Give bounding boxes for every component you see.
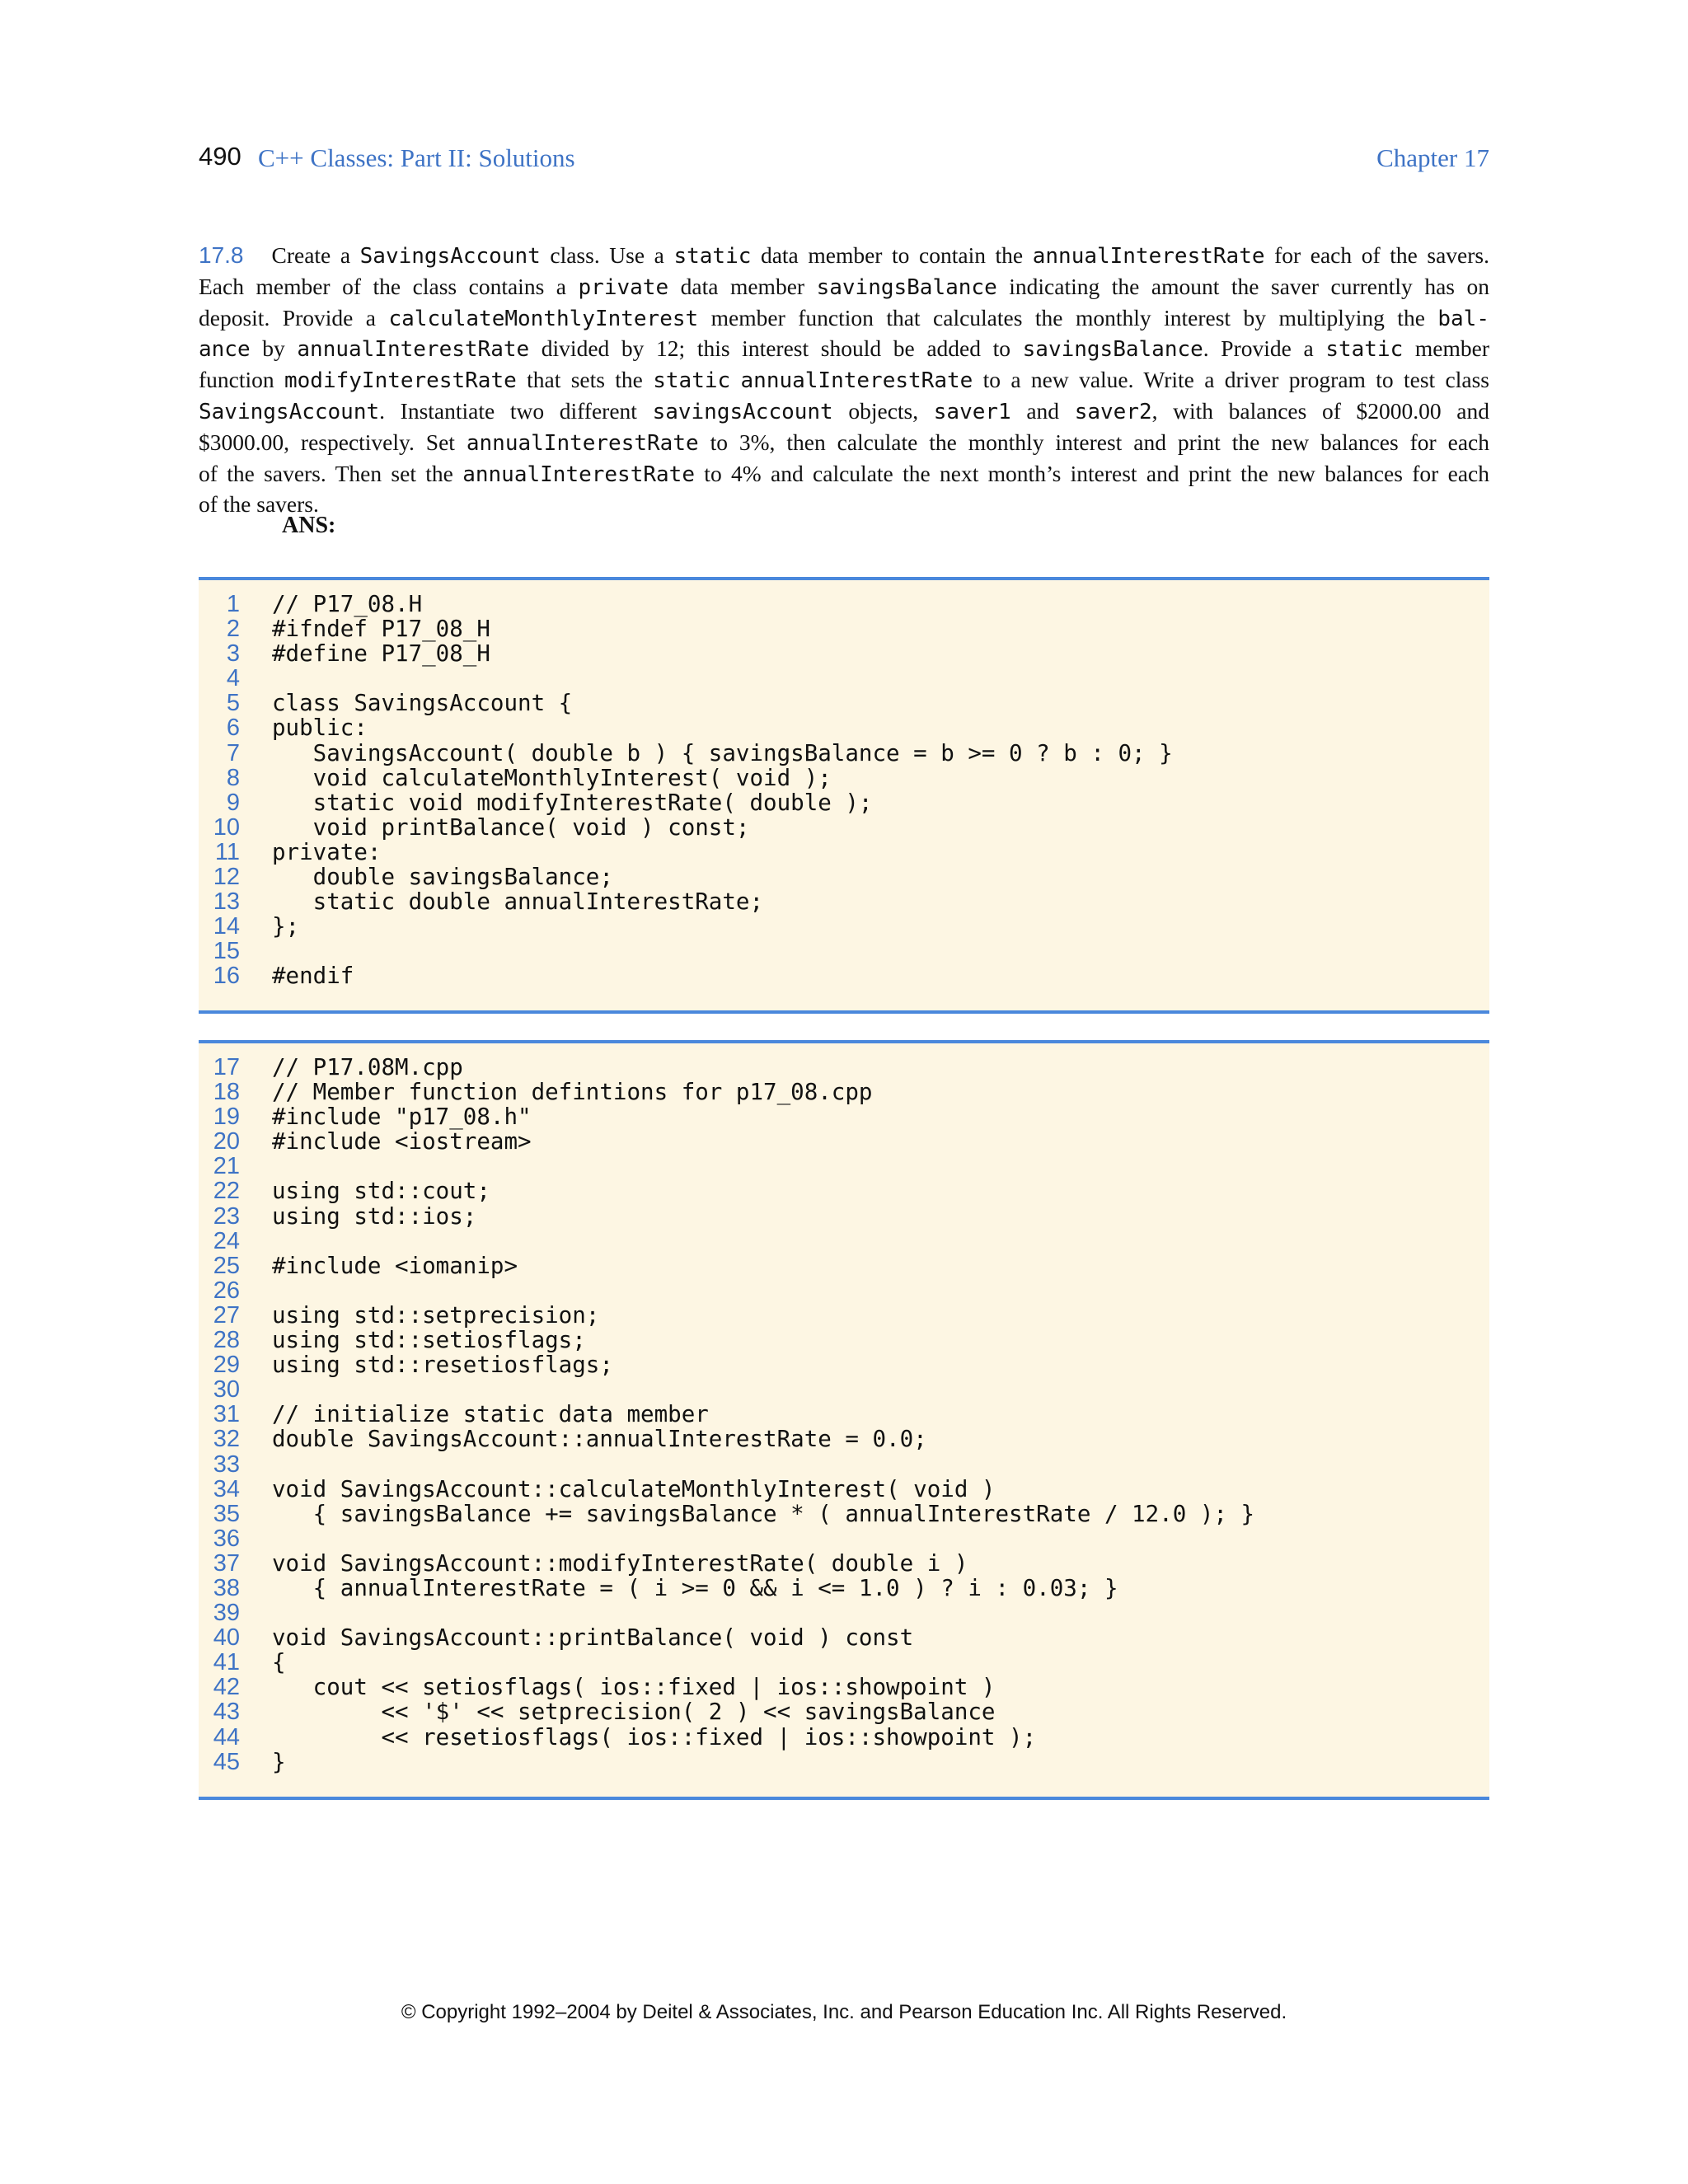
code-line bbox=[199, 1576, 1489, 1601]
code-line bbox=[199, 691, 1489, 715]
code-line bbox=[199, 1179, 1489, 1203]
code-line bbox=[199, 666, 1489, 691]
page-header bbox=[199, 138, 1489, 178]
chapter-label: Chapter 17 bbox=[1376, 143, 1489, 172]
code-line bbox=[199, 865, 1489, 889]
code-text: #ifndef P17_08_H bbox=[272, 616, 490, 643]
code-line bbox=[199, 1699, 1489, 1724]
line-number: 37 bbox=[213, 1549, 240, 1577]
line-number: 8 bbox=[226, 764, 240, 791]
code-line bbox=[199, 815, 1489, 840]
code-line bbox=[199, 790, 1489, 815]
line-number: 2 bbox=[226, 616, 240, 643]
code-line bbox=[199, 1278, 1489, 1303]
line-number: 32 bbox=[213, 1426, 240, 1453]
code-line bbox=[199, 1551, 1489, 1576]
code-lines bbox=[199, 1055, 1489, 1774]
code-line bbox=[199, 766, 1489, 790]
line-number: 36 bbox=[213, 1525, 240, 1552]
line-number: 25 bbox=[213, 1252, 240, 1279]
code-text: << resetiosflags( ios::fixed | ios::showpoint ); bbox=[272, 1723, 1037, 1750]
line-number: 21 bbox=[213, 1153, 240, 1180]
line-number: 13 bbox=[213, 888, 240, 916]
code-line bbox=[199, 1080, 1489, 1104]
line-number: 22 bbox=[213, 1178, 240, 1205]
code-line bbox=[199, 1625, 1489, 1650]
code-line bbox=[199, 1427, 1489, 1451]
code-line bbox=[199, 963, 1489, 988]
code-text: using std::cout; bbox=[272, 1178, 490, 1205]
code-text: // P17_08.H bbox=[272, 591, 423, 617]
code-line bbox=[199, 1675, 1489, 1699]
line-number: 7 bbox=[226, 739, 240, 766]
line-number: 35 bbox=[213, 1500, 240, 1527]
problem-line: of the savers. Then set the annualInterestRate to 4% and calculate the next month’s interest and print the new balances for each bbox=[199, 460, 1489, 487]
problem-line: function modifyInterestRate that sets the static annualInterestRate to a new value. Write a driver program to test class bbox=[199, 367, 1489, 394]
line-number: 27 bbox=[213, 1301, 240, 1329]
code-text: void SavingsAccount::calculateMonthlyInterest( void ) bbox=[272, 1475, 996, 1502]
code-line bbox=[199, 1055, 1489, 1080]
code-text: #include <iostream> bbox=[272, 1128, 532, 1155]
line-number: 26 bbox=[213, 1277, 240, 1304]
code-text: using std::setiosflags; bbox=[272, 1327, 586, 1354]
line-number: 1 bbox=[226, 591, 240, 617]
code-listing-header-file bbox=[199, 577, 1489, 1014]
code-line bbox=[199, 1750, 1489, 1774]
line-number: 38 bbox=[213, 1574, 240, 1601]
code-text: { savingsBalance += savingsBalance * ( annualInterestRate / 12.0 ); } bbox=[272, 1500, 1255, 1527]
line-number: 28 bbox=[213, 1327, 240, 1354]
line-number: 31 bbox=[213, 1401, 240, 1428]
code-line bbox=[199, 914, 1489, 939]
code-text: #include "p17_08.h" bbox=[272, 1104, 532, 1131]
code-text: static void modifyInterestRate( double ); bbox=[272, 789, 873, 816]
code-line bbox=[199, 1352, 1489, 1377]
code-line bbox=[199, 592, 1489, 616]
line-number: 24 bbox=[213, 1227, 240, 1254]
code-text: void SavingsAccount::modifyInterestRate( double i ) bbox=[272, 1549, 968, 1577]
code-line bbox=[199, 1402, 1489, 1427]
line-number: 43 bbox=[213, 1699, 240, 1726]
problem-number: 17.8 bbox=[199, 242, 244, 268]
problem-line: $3000.00, respectively. Set annualInterestRate to 3%, then calculate the monthly interest and print the new balances for each bbox=[199, 429, 1489, 456]
code-line bbox=[199, 1303, 1489, 1328]
code-line bbox=[199, 1377, 1489, 1402]
problem-line: of the savers. bbox=[199, 491, 319, 518]
code-lines bbox=[199, 592, 1489, 989]
line-number: 10 bbox=[213, 813, 240, 841]
line-number: 20 bbox=[213, 1128, 240, 1155]
code-text: double SavingsAccount::annualInterestRate = 0.0; bbox=[272, 1426, 927, 1453]
code-listing-member-definitions bbox=[199, 1040, 1489, 1800]
code-line bbox=[199, 1129, 1489, 1154]
code-line bbox=[199, 1502, 1489, 1526]
code-text: class SavingsAccount { bbox=[272, 690, 573, 717]
code-text: SavingsAccount( double b ) { savingsBalance = b >= 0 ? b : 0; } bbox=[272, 739, 1173, 766]
code-line bbox=[199, 1477, 1489, 1502]
line-number: 9 bbox=[226, 789, 240, 816]
code-text: using std::resetiosflags; bbox=[272, 1352, 613, 1379]
code-line bbox=[199, 1254, 1489, 1278]
code-line bbox=[199, 1650, 1489, 1675]
code-text: using std::setprecision; bbox=[272, 1301, 600, 1329]
line-number: 33 bbox=[213, 1451, 240, 1478]
problem-line: 17.8 Create a SavingsAccount class. Use a static data member to contain the annualInterestRate for each of the savers. bbox=[199, 242, 1489, 269]
code-line bbox=[199, 939, 1489, 963]
problem-line: ance by annualInterestRate divided by 12; this interest should be added to savingsBalance. Provide a static member bbox=[199, 335, 1489, 363]
line-number: 5 bbox=[226, 690, 240, 717]
line-number: 4 bbox=[226, 665, 240, 692]
line-number: 19 bbox=[213, 1104, 240, 1131]
code-text: // initialize static data member bbox=[272, 1401, 709, 1428]
line-number: 17 bbox=[213, 1054, 240, 1080]
line-number: 29 bbox=[213, 1352, 240, 1379]
line-number: 44 bbox=[213, 1723, 240, 1750]
code-line bbox=[199, 1229, 1489, 1254]
line-number: 34 bbox=[213, 1475, 240, 1502]
code-text: private: bbox=[272, 838, 382, 865]
code-text: #include <iomanip> bbox=[272, 1252, 518, 1279]
running-title: C++ Classes: Part II: Solutions bbox=[258, 143, 575, 172]
line-number: 18 bbox=[213, 1079, 240, 1106]
code-line bbox=[199, 1725, 1489, 1750]
line-number: 11 bbox=[214, 838, 240, 865]
code-text: // Member function defintions for p17_08.cpp bbox=[272, 1079, 873, 1106]
code-text: using std::ios; bbox=[272, 1202, 477, 1230]
code-text: }; bbox=[272, 913, 300, 940]
line-number: 3 bbox=[226, 640, 240, 668]
line-number: 16 bbox=[213, 963, 240, 990]
problem-line: deposit. Provide a calculateMonthlyInterest member function that calculates the monthly interest by multiplying the bal- bbox=[199, 304, 1489, 331]
code-line bbox=[199, 641, 1489, 666]
code-text: void SavingsAccount::printBalance( void ) const bbox=[272, 1624, 914, 1652]
code-line bbox=[199, 840, 1489, 865]
copyright-footer: © Copyright 1992–2004 by Deitel & Associates, Inc. and Pearson Education Inc. All Rights Reserved. bbox=[401, 2001, 1287, 2023]
code-text: #endif bbox=[272, 963, 354, 990]
code-line bbox=[199, 1452, 1489, 1477]
code-text: { annualInterestRate = ( i >= 0 && i <= 1.0 ) ? i : 0.03; } bbox=[272, 1574, 1118, 1601]
code-line bbox=[199, 715, 1489, 740]
code-line bbox=[199, 1154, 1489, 1179]
code-line bbox=[199, 1601, 1489, 1625]
line-number: 6 bbox=[226, 715, 240, 742]
code-text: void calculateMonthlyInterest( void ); bbox=[272, 764, 832, 791]
line-number: 30 bbox=[213, 1376, 240, 1404]
code-line bbox=[199, 889, 1489, 914]
code-line bbox=[199, 1328, 1489, 1352]
code-line bbox=[199, 616, 1489, 641]
code-text: static double annualInterestRate; bbox=[272, 888, 764, 916]
line-number: 42 bbox=[213, 1674, 240, 1701]
code-text: << '$' << setprecision( 2 ) << savingsBalance bbox=[272, 1699, 996, 1726]
code-text: { bbox=[272, 1649, 286, 1676]
line-number: 45 bbox=[213, 1748, 240, 1775]
line-number: 14 bbox=[213, 913, 240, 940]
problem-line: SavingsAccount. Instantiate two different savingsAccount objects, saver1 and saver2, with balances of $2000.00 and bbox=[199, 397, 1489, 424]
code-line bbox=[199, 1104, 1489, 1129]
code-line bbox=[199, 1526, 1489, 1551]
code-line bbox=[199, 741, 1489, 766]
line-number: 15 bbox=[213, 938, 240, 965]
line-number: 12 bbox=[213, 864, 240, 891]
code-text: #define P17_08_H bbox=[272, 640, 490, 668]
line-number: 40 bbox=[213, 1624, 240, 1652]
code-text: } bbox=[272, 1748, 286, 1775]
line-number: 41 bbox=[213, 1649, 240, 1676]
code-line bbox=[199, 1204, 1489, 1229]
problem-statement bbox=[199, 241, 1489, 520]
problem-line: Each member of the class contains a private data member savingsBalance indicating the amount the saver currently has on bbox=[199, 273, 1489, 300]
line-number: 39 bbox=[213, 1600, 240, 1627]
page-number: 490 bbox=[199, 142, 241, 171]
code-text: // P17.08M.cpp bbox=[272, 1054, 463, 1080]
code-text: double savingsBalance; bbox=[272, 864, 613, 891]
answer-label: ANS: bbox=[282, 513, 336, 538]
code-text: cout << setiosflags( ios::fixed | ios::showpoint ) bbox=[272, 1674, 996, 1701]
code-text: public: bbox=[272, 715, 368, 742]
line-number: 23 bbox=[213, 1202, 240, 1230]
code-text: void printBalance( void ) const; bbox=[272, 813, 750, 841]
